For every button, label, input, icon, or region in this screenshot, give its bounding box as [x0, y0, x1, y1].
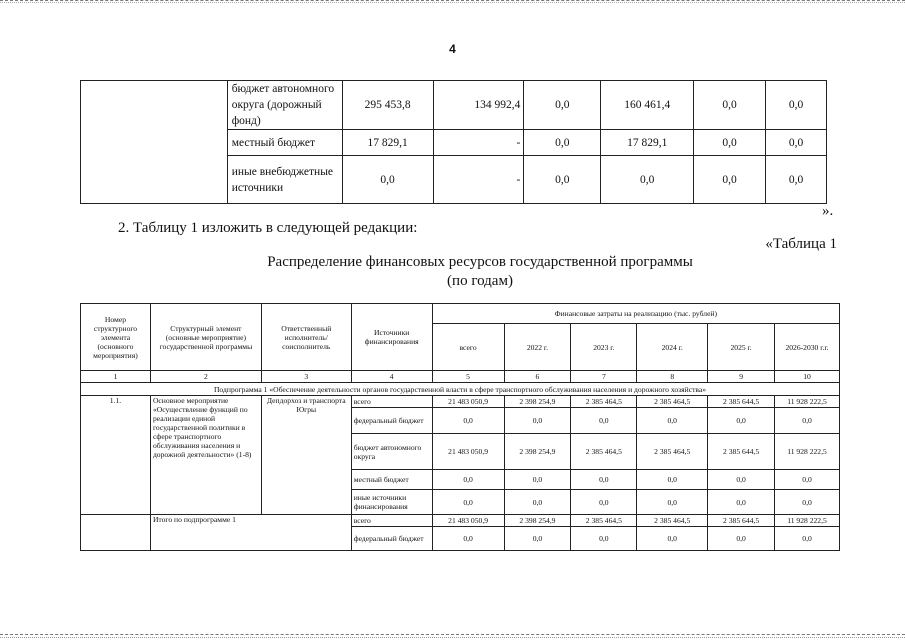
value-cell: 134 992,4 — [433, 81, 524, 130]
header-cell: 2026-2030 г.г. — [775, 324, 840, 371]
subprogram-row — [81, 383, 840, 396]
col-number-cell: 3 — [261, 371, 351, 383]
value-cell: 0,0 — [708, 527, 775, 551]
value-cell: 0,0 — [504, 490, 571, 515]
value-cell: 11 928 222,5 — [775, 515, 840, 527]
value-cell: 0,0 — [637, 408, 708, 434]
header-cell: Номер структурного элемента (основного мероприятия) — [81, 304, 151, 371]
value-cell: 2 398 254,9 — [504, 434, 571, 470]
column-number-row — [81, 371, 840, 383]
value-cell: 0,0 — [571, 527, 637, 551]
source-cell: иные источники финансирования — [351, 490, 432, 515]
table-title — [0, 253, 905, 291]
item-number-cell: 1.1. — [81, 396, 151, 515]
value-cell: 0,0 — [637, 490, 708, 515]
col-number-cell: 8 — [637, 371, 708, 383]
value-cell: 0,0 — [432, 527, 504, 551]
col-number-cell: 7 — [571, 371, 637, 383]
value-cell: 2 398 254,9 — [504, 515, 571, 527]
header-cell: Источники финансирования — [351, 304, 432, 371]
header-cell: Структурный элемент (основные мероприятие) государственной программы — [150, 304, 261, 371]
value-cell: 0,0 — [694, 156, 766, 204]
value-cell: 21 483 050,9 — [432, 515, 504, 527]
source-cell: федеральный бюджет — [351, 527, 432, 551]
value-cell: - — [433, 130, 524, 156]
source-cell: местный бюджет — [227, 130, 342, 156]
value-cell: - — [433, 156, 524, 204]
table-row — [81, 396, 840, 408]
source-cell: всего — [351, 396, 432, 408]
col-number-cell: 6 — [504, 371, 571, 383]
value-cell: 0,0 — [504, 527, 571, 551]
title-line: Распределение финансовых ресурсов государственной программы — [267, 254, 693, 270]
value-cell: 0,0 — [571, 470, 637, 490]
value-cell: 0,0 — [432, 490, 504, 515]
value-cell: 0,0 — [504, 408, 571, 434]
value-cell: 2 385 464,5 — [637, 434, 708, 470]
continued-table — [80, 80, 827, 204]
instruction-text: 2. Таблицу 1 изложить в следующей редакции: — [118, 220, 418, 236]
value-cell: 2 385 464,5 — [571, 434, 637, 470]
header-cell: всего — [432, 324, 504, 371]
value-cell: 0,0 — [524, 156, 601, 204]
value-cell: 0,0 — [601, 156, 694, 204]
closing-quote: ». — [822, 203, 834, 219]
col-number-cell: 9 — [708, 371, 775, 383]
page-number: 4 — [449, 42, 456, 56]
col-number-cell: 2 — [150, 371, 261, 383]
source-cell: иные внебюджетные источники — [227, 156, 342, 204]
header-cell: 2024 г. — [637, 324, 708, 371]
table-row — [81, 81, 827, 130]
header-row — [81, 304, 840, 324]
value-cell: 0,0 — [637, 470, 708, 490]
col-number-cell: 10 — [775, 371, 840, 383]
table-label: «Таблица 1 — [765, 236, 837, 252]
value-cell: 0,0 — [571, 408, 637, 434]
value-cell: 2 385 644,5 — [708, 396, 775, 408]
value-cell: 0,0 — [708, 408, 775, 434]
value-cell: 0,0 — [775, 470, 840, 490]
value-cell: 17 829,1 — [601, 130, 694, 156]
value-cell: 0,0 — [694, 81, 766, 130]
col-number-cell: 1 — [81, 371, 151, 383]
value-cell: 2 398 254,9 — [504, 396, 571, 408]
value-cell: 21 483 050,9 — [432, 434, 504, 470]
scan-bottom-edge — [0, 634, 905, 638]
col-number-cell: 4 — [351, 371, 432, 383]
title-subline: (по годам) — [447, 273, 513, 289]
value-cell: 0,0 — [694, 130, 766, 156]
value-cell: 0,0 — [708, 470, 775, 490]
value-cell: 0,0 — [571, 490, 637, 515]
header-cell: 2025 г. — [708, 324, 775, 371]
value-cell: 160 461,4 — [601, 81, 694, 130]
empty-cell — [81, 515, 151, 551]
source-cell: федеральный бюджет — [351, 408, 432, 434]
value-cell: 0,0 — [342, 156, 433, 204]
value-cell: 17 829,1 — [342, 130, 433, 156]
empty-cell — [81, 81, 228, 204]
header-cell: Ответственный исполнитель/ соисполнитель — [261, 304, 351, 371]
item-executor-cell: Депдорхоз и транспорта Югры — [261, 396, 351, 515]
value-cell: 295 453,8 — [342, 81, 433, 130]
value-cell: 11 928 222,5 — [775, 396, 840, 408]
financial-table — [80, 303, 840, 551]
total-label-cell: Итого по подпрограмме 1 — [150, 515, 351, 551]
value-cell: 0,0 — [637, 527, 708, 551]
subprogram-cell: Подпрограмма 1 «Обеспечение деятельности органов государственной власти в сфере транспортного обслуживания населения и дорожного хозяйства» — [81, 383, 840, 396]
source-cell: всего — [351, 515, 432, 527]
value-cell: 0,0 — [775, 490, 840, 515]
header-cell: 2022 г. — [504, 324, 571, 371]
value-cell: 0,0 — [775, 527, 840, 551]
value-cell: 0,0 — [766, 156, 827, 204]
table-row — [81, 515, 840, 527]
value-cell: 2 385 644,5 — [708, 434, 775, 470]
value-cell: 0,0 — [524, 81, 601, 130]
source-cell: бюджет автономного округа — [351, 434, 432, 470]
col-number-cell: 5 — [432, 371, 504, 383]
value-cell: 2 385 464,5 — [637, 396, 708, 408]
value-cell: 0,0 — [775, 408, 840, 434]
scan-top-edge — [0, 0, 905, 3]
value-cell: 2 385 464,5 — [637, 515, 708, 527]
value-cell: 0,0 — [504, 470, 571, 490]
value-cell: 21 483 050,9 — [432, 396, 504, 408]
value-cell: 0,0 — [524, 130, 601, 156]
source-cell: местный бюджет — [351, 470, 432, 490]
header-cell: 2023 г. — [571, 324, 637, 371]
value-cell: 2 385 644,5 — [708, 515, 775, 527]
value-cell: 0,0 — [766, 130, 827, 156]
value-cell: 2 385 464,5 — [571, 396, 637, 408]
value-cell: 2 385 464,5 — [571, 515, 637, 527]
value-cell: 0,0 — [432, 470, 504, 490]
value-cell: 0,0 — [766, 81, 827, 130]
item-name-cell: Основное мероприятие «Осуществление функций по реализации единой государственной политики в сфере транспортного обслуживания населения и дорожной деятельности» (1-8) — [150, 396, 261, 515]
value-cell: 0,0 — [432, 408, 504, 434]
value-cell: 0,0 — [708, 490, 775, 515]
header-cell: Финансовые затраты на реализацию (тыс. рублей) — [432, 304, 839, 324]
value-cell: 11 928 222,5 — [775, 434, 840, 470]
source-cell: бюджет автономного округа (дорожный фонд) — [227, 81, 342, 130]
